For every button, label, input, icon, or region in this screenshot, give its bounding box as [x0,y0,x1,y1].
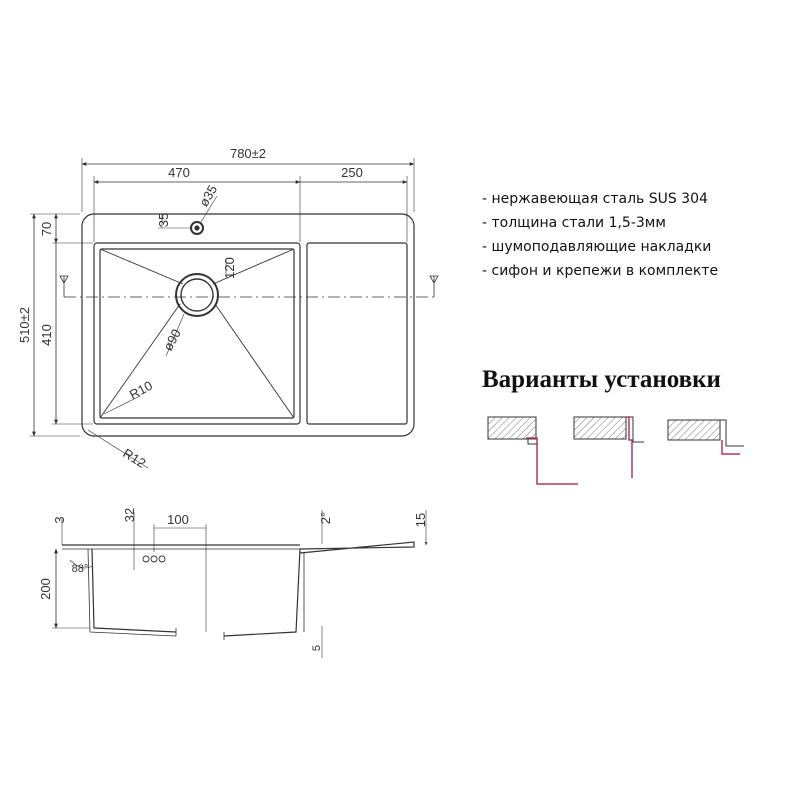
dim-drain-hole: ø90 [160,326,184,354]
dim-drainboard-width: 250 [341,165,363,180]
dim-overflow-offset: 32 [122,507,137,523]
dim-tap-hole: ø35 [196,182,221,210]
drain-hole-inner [181,279,213,311]
dim-overall-width: 780±2 [229,146,267,161]
dim-drain-offset: 120 [222,257,237,279]
bowl-outer [94,243,300,424]
drain-hole-outer [176,274,218,316]
dim-bowl-width: 470 [168,165,190,180]
feature-siphon: - сифон и крепежи в комплекте [482,263,719,279]
dim-base: 5 [311,644,323,652]
dim-overall-depth: 510±2 [17,306,32,344]
plan-dimension-labels [17,146,363,471]
feature-material: - нержавеющая сталь SUS 304 [482,191,708,207]
dim-top-offset: 70 [39,221,54,237]
dim-rim: 3 [52,516,67,524]
sink-outline [82,214,414,436]
dim-outer-radius: R12 [120,445,149,471]
feature-thickness: - толщина стали 1,5-3мм [482,215,666,231]
plan-view [30,158,438,468]
dim-inner-radius: R10 [126,377,155,403]
dim-slope: 2° [318,511,333,525]
installation-variant-undermount [668,420,744,454]
section-view [52,507,426,658]
dim-depth: 200 [38,578,53,600]
drainboard [307,243,407,424]
dim-overflow-width: 100 [167,512,189,527]
dim-bowl-depth: 410 [39,324,54,346]
feature-noise-pads: - шумоподавляющие накладки [482,239,712,255]
dim-tap-offset: 35 [156,212,171,228]
dim-angle: 88° [71,563,89,575]
section-dimension-labels [38,508,428,651]
dim-drainboard-height: 15 [413,512,428,528]
installation-variant-overmount [488,417,578,484]
installation-variant-flush [574,417,644,478]
drainboard-profile [300,542,414,553]
installation-title: Варианты установки [482,366,721,393]
